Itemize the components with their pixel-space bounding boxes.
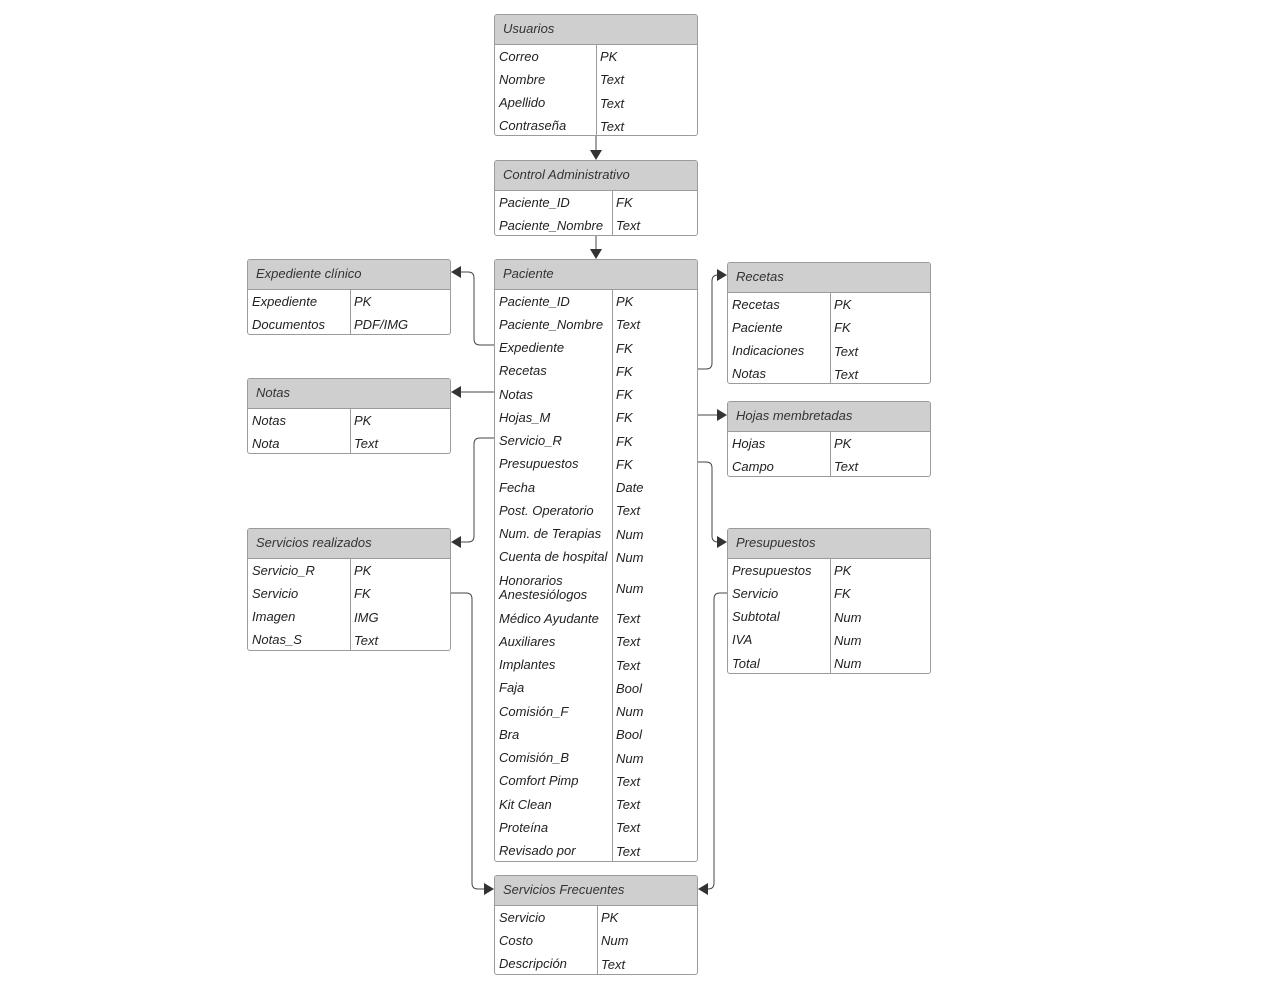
field-row[interactable] [728,582,930,605]
field-type: Text [616,820,641,836]
entity-rows [495,45,697,136]
field-row[interactable] [728,293,930,316]
field-type: FK [834,320,851,336]
entity-title: Servicios realizados [248,529,450,559]
field-type: Text [616,773,641,789]
field-type: PK [354,294,372,310]
field-name: Notas_S [252,632,302,648]
field-type: Text [354,632,379,648]
field-type: PK [834,563,852,579]
entity-title: Recetas [728,263,930,293]
field-name: Servicio_R [252,562,315,578]
field-row[interactable] [495,453,697,476]
entity-title: Notas [248,379,450,409]
field-row[interactable] [495,747,697,770]
arrowhead-notas [451,386,461,398]
field-type: PK [354,413,372,429]
field-type: PK [834,297,852,313]
field-type: Text [616,503,641,519]
field-row[interactable] [495,499,697,522]
field-type: PK [834,436,852,452]
field-name: Revisado por [499,843,576,859]
connector-servicios-realizados-frecuentes [451,593,486,889]
field-row[interactable] [248,313,450,335]
field-row[interactable] [495,191,697,214]
field-type: Num [834,609,862,625]
field-type: Text [616,657,641,673]
column-divider [350,409,351,454]
field-row[interactable] [495,337,697,360]
entity-title: Presupuestos [728,529,930,559]
field-row[interactable] [495,816,697,839]
field-type: Bool [616,727,643,743]
field-row[interactable] [495,313,697,336]
entity-rows [248,409,450,454]
connector-paciente-recetas [698,275,719,369]
connector-presupuestos-frecuentes [706,593,728,889]
field-row[interactable] [728,559,930,582]
field-name: Kit Clean [499,796,552,812]
column-divider [596,45,597,136]
field-row[interactable] [495,214,697,236]
field-name: Recetas [732,296,780,312]
column-divider [830,559,831,674]
entity-title: Control Administrativo [495,161,697,191]
field-row[interactable] [248,582,450,605]
field-type: Text [616,843,641,859]
field-row[interactable] [495,770,697,793]
entity-servicios-frecuentes[interactable] [494,875,698,975]
column-divider [830,432,831,477]
field-name: Fecha [499,479,536,495]
field-type: FK [616,456,633,472]
field-row[interactable] [728,629,930,652]
field-name: Imagen [252,609,296,625]
field-name: Recetas [499,363,547,379]
arrowhead-paciente [590,249,602,259]
field-type: Num [616,549,644,565]
field-type: PK [601,910,619,926]
field-name: Servicio [252,585,299,601]
connector-paciente-presupuestos [698,462,719,542]
field-row[interactable] [495,430,697,453]
field-name: Notas [499,386,533,402]
column-divider [350,290,351,335]
arrowhead-recetas [717,269,727,281]
connector-paciente-servicios-realizados [460,438,494,542]
field-row[interactable] [495,840,697,863]
field-row[interactable] [248,290,450,313]
field-type: FK [834,586,851,602]
field-name: Num. de Terapias [499,526,602,542]
field-row[interactable] [495,677,697,700]
field-type: PDF/IMG [354,317,409,333]
field-name: Subtotal [732,609,780,625]
arrowhead-frecuentes-right [698,883,708,895]
field-type: Num [616,750,644,766]
field-row[interactable] [495,569,697,607]
field-type: FK [616,387,633,403]
field-name: Costo [499,932,533,948]
field-name: Bra [499,726,520,742]
entity-rows [495,290,697,862]
field-name: Servicio [499,909,546,925]
field-name: Post. Operatorio [499,502,594,518]
entity-presupuestos[interactable] [727,528,931,674]
entity-paciente[interactable] [494,259,698,862]
field-name: Comfort Pimp [499,773,579,789]
field-type: Text [600,95,625,111]
field-name: Presupuestos [499,456,579,472]
field-row[interactable] [248,629,450,651]
field-row[interactable] [495,953,697,976]
field-row[interactable] [495,360,697,383]
arrowhead-control [590,150,602,160]
field-name: Correo [499,48,539,64]
entity-title: Hojas membretadas [728,402,930,432]
entity-hojas-membretadas[interactable] [727,401,931,477]
entity-title: Servicios Frecuentes [495,876,697,906]
field-row[interactable] [248,559,450,582]
field-type: Num [601,933,629,949]
field-type: FK [354,586,371,602]
entity-recetas[interactable] [727,262,931,384]
field-name: Paciente_Nombre [499,316,604,332]
field-type: Text [834,366,859,382]
column-divider [612,191,613,236]
field-name: Contraseña [499,118,567,134]
entity-rows [728,293,930,384]
field-type: Num [834,632,862,648]
field-name: Campo [732,458,774,474]
field-type: Date [616,480,644,496]
field-type: FK [616,340,633,356]
entity-control-administrativo[interactable] [494,160,698,236]
entity-expediente-clinico[interactable] [247,259,451,335]
field-name: Comisión_F [499,703,569,719]
field-name: Expediente [499,340,565,356]
entity-notas[interactable] [247,378,451,454]
field-type: Text [616,317,641,333]
field-type: Num [616,580,644,596]
field-type: Text [616,634,641,650]
field-name: Paciente [732,319,783,335]
arrowhead-expediente [451,266,461,278]
field-name: Comisión_B [499,750,570,766]
entity-title: Paciente [495,260,697,290]
arrowhead-hojas [717,409,727,421]
field-row[interactable] [248,409,450,432]
entity-title: Usuarios [495,15,697,45]
field-name: Hojas [732,435,766,451]
field-row[interactable] [728,340,930,363]
field-row[interactable] [728,652,930,674]
field-type: FK [616,433,633,449]
field-name: Apellido [499,95,546,111]
field-type: Text [354,436,379,452]
field-type: IMG [354,609,379,625]
field-type: Text [600,118,625,134]
field-row[interactable] [495,406,697,429]
field-type: PK [354,563,372,579]
field-row[interactable] [495,700,697,723]
field-row[interactable] [495,723,697,746]
field-row[interactable] [495,290,697,313]
entity-rows [495,906,697,975]
field-name: Auxiliares [499,633,556,649]
arrowhead-frecuentes-left [484,883,494,895]
field-type: Text [600,72,625,88]
column-divider [350,559,351,651]
field-row[interactable] [248,432,450,454]
field-type: PK [616,294,634,310]
field-row[interactable] [495,523,697,546]
field-row[interactable] [495,929,697,952]
arrowhead-servicios-realizados [451,536,461,548]
column-divider [597,906,598,975]
field-type: Num [616,704,644,720]
field-row[interactable] [728,363,930,384]
entity-usuarios[interactable] [494,14,698,136]
field-row[interactable] [495,476,697,499]
field-type: Num [834,656,862,672]
field-row[interactable] [728,432,930,455]
entity-title: Expediente clínico [248,260,450,290]
field-row[interactable] [728,606,930,629]
field-type: PK [600,49,618,65]
field-row[interactable] [495,546,697,569]
field-type: FK [616,363,633,379]
field-type: Text [616,797,641,813]
field-name: Servicio_R [499,433,562,449]
field-row[interactable] [495,630,697,653]
field-type: Text [616,611,641,627]
field-row[interactable] [495,654,697,677]
field-row[interactable] [495,793,697,816]
field-name: Servicio [732,585,779,601]
field-name: Notas [252,412,286,428]
field-name: Médico Ayudante [499,610,599,626]
entity-rows [728,559,930,674]
field-name: Nombre [499,71,546,87]
arrowhead-presupuestos [717,536,727,548]
column-divider [612,290,613,862]
field-name: Indicaciones [732,343,805,359]
field-name: Documentos [252,316,325,332]
field-type: Text [834,459,859,475]
field-row[interactable] [495,607,697,630]
entity-rows [248,290,450,335]
field-row[interactable] [495,383,697,406]
field-row[interactable] [495,906,697,929]
field-type: Num [616,526,644,542]
field-name: IVA [732,632,753,648]
field-name: Proteína [499,819,549,835]
field-name: Presupuestos [732,562,812,578]
field-type: Text [601,956,626,972]
field-type: Text [834,343,859,359]
field-name: Paciente_Nombre [499,217,604,233]
field-type: Text [616,218,641,234]
field-name: Total [732,655,760,671]
column-divider [830,293,831,384]
field-name: Cuenta de hospital [499,549,608,565]
entity-rows [495,191,697,236]
field-type: FK [616,410,633,426]
field-name: Nota [252,435,280,451]
field-name: Hojas_M [499,409,551,425]
field-type: FK [616,195,633,211]
field-name: Descripción [499,956,567,972]
field-row[interactable] [248,606,450,629]
field-row[interactable] [728,455,930,477]
field-row[interactable] [728,316,930,339]
connector-paciente-expediente [460,272,494,345]
entity-servicios-realizados[interactable] [247,528,451,651]
field-name: Paciente_ID [499,293,570,309]
field-name: Faja [499,680,525,696]
field-name: Expediente [252,293,318,309]
field-name: Implantes [499,657,556,673]
field-name: Paciente_ID [499,194,570,210]
field-name: Notas [732,366,766,382]
entity-rows [728,432,930,477]
field-type: Bool [616,680,643,696]
field-name: Honorarios Anestesiólogos [499,573,588,602]
entity-rows [248,559,450,651]
